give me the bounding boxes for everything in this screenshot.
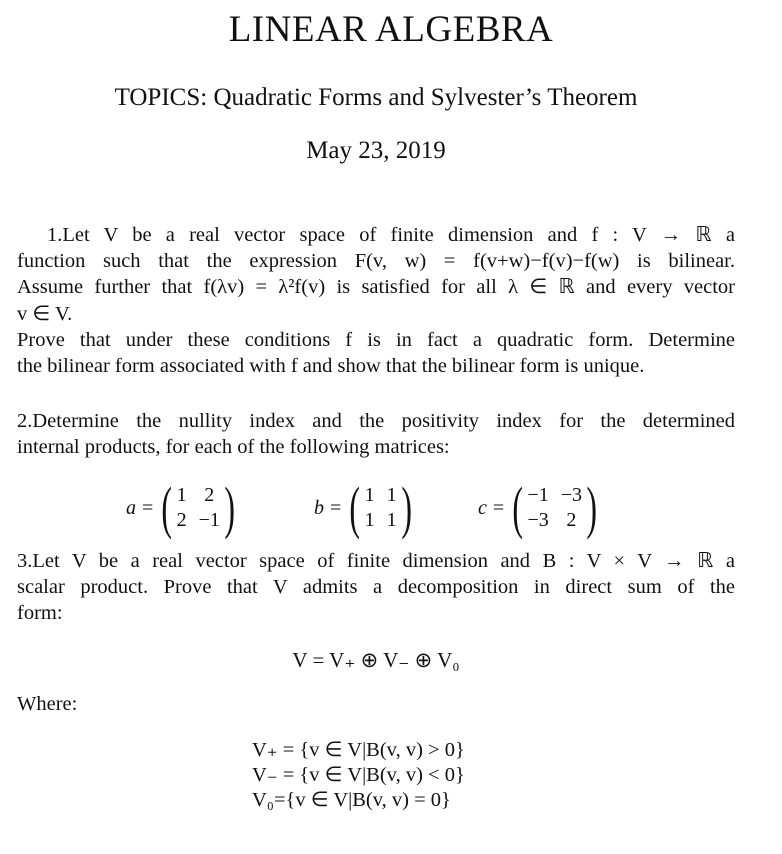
problem-3: [17, 548, 735, 627]
matrix-entry: 1: [364, 509, 375, 531]
matrix-b: b = ( 1 1 1 1 ): [314, 475, 412, 540]
document-subtitle: TOPICS: Quadratic Forms and Sylvester’s Theorem: [114, 84, 638, 111]
matrices-row: [0, 475, 782, 540]
right-paren: ): [586, 475, 598, 540]
matrix-c-label: c: [478, 496, 487, 519]
left-paren: (: [161, 475, 173, 540]
problem-1-line: v ∈ V.: [17, 302, 73, 325]
document-date: May 23, 2019: [306, 137, 446, 164]
matrix-a-label: a: [126, 496, 136, 519]
matrix-a-entries: [177, 483, 220, 533]
problem-3-line: form:: [17, 602, 63, 625]
left-paren: (: [512, 475, 524, 540]
matrix-entry: 1: [386, 509, 397, 531]
right-paren: ): [400, 475, 412, 540]
problem-1-line: Prove that under these conditions f is in fact a quadratic form. Determine: [17, 328, 735, 351]
set-definitions: [252, 738, 465, 813]
document-title: LINEAR ALGEBRA: [228, 9, 554, 50]
matrix-entry: 2: [176, 509, 187, 531]
problem-3-line: scalar product. Prove that V admits a decomposition in direct sum of the: [17, 576, 735, 599]
where-label: Where:: [17, 693, 78, 715]
set-v-plus: V₊ = {v ∈ V|B(v, v) > 0}: [252, 739, 465, 761]
problem-3-line: 3.Let V be a real vector space of finite dimension and B : V × V → ℝ a: [17, 550, 735, 572]
matrix-b-entries: [365, 483, 397, 533]
problem-1-line: function such that the expression F(v, w) = f(v+w)−f(v)−f(w) is bilinear.: [17, 250, 735, 273]
left-paren: (: [349, 475, 361, 540]
matrix-c: c = ( −1 −3 −3 2 ): [478, 475, 598, 540]
set-v-zero: V₀={v ∈ V|B(v, v) = 0}: [252, 789, 451, 811]
decomposition-equation: V = V₊ ⊕ V₋ ⊕ V₀: [292, 648, 460, 672]
problem-1-line: the bilinear form associated with f and show that the bilinear form is unique.: [17, 355, 645, 378]
matrix-entry: 1: [176, 484, 187, 506]
matrix-entry: −1: [527, 484, 549, 506]
matrix-entry: −3: [527, 509, 549, 531]
problem-1-line: 1.Let V be a real vector space of finite dimension and f : V → ℝ a: [47, 224, 735, 246]
problem-2: [17, 408, 735, 460]
set-v-minus: V₋ = {v ∈ V|B(v, v) < 0}: [252, 764, 465, 786]
problem-2-line: internal products, for each of the following matrices:: [17, 436, 450, 459]
matrix-entry: 1: [364, 484, 375, 506]
problem-1-line: Assume further that f(λv) = λ²f(v) is satisfied for all λ ∈ ℝ and every vector: [17, 276, 735, 299]
matrix-a: a = ( 1 2 2 −1 ): [126, 475, 235, 540]
matrix-entry: −1: [198, 509, 220, 531]
matrix-entry: 2: [204, 484, 215, 506]
right-paren: ): [224, 475, 235, 540]
matrix-entry: 1: [386, 484, 397, 506]
matrix-entry: 2: [566, 509, 577, 531]
matrix-b-label: b: [314, 496, 324, 519]
problem-2-line: 2.Determine the nullity index and the positivity index for the determined: [17, 410, 735, 432]
matrix-entry: −3: [560, 484, 583, 506]
problem-1: [17, 222, 735, 379]
matrix-c-entries: [528, 483, 583, 533]
